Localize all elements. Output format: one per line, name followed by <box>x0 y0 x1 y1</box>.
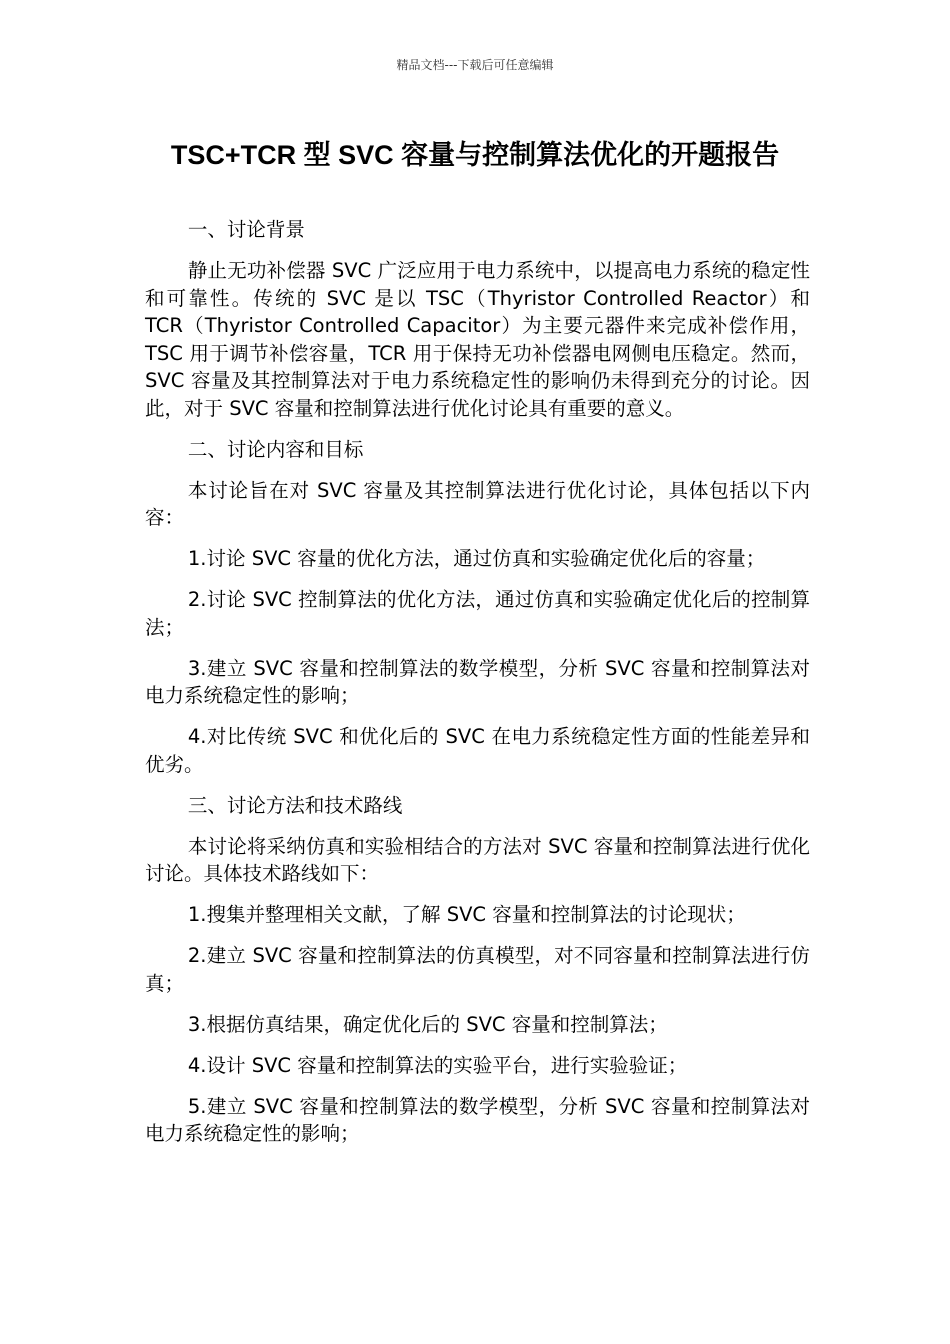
section-heading: 二、讨论内容和目标 <box>187 437 364 461</box>
paragraph: 静止无功补偿器 SVC 广泛应用于电力系统中，以提高电力系统的稳定性和可靠性。传统的 SVC 是以 TSC（Thyristor Controlled Reactor）和 TCR（Thyristor Controlled Capacitor）为主要元器件来完成补偿作用，TSC 用于调节补偿容量，TCR 用于保持无功补偿器电网侧电压稳定。然而，SVC 容量及其控制算法对于电力系统稳定性的影响仍未得到充分的讨论。因此，对于 SVC 容量和控制算法进行优化讨论具有重要的意义。 <box>145 259 810 420</box>
list-item: 3.建立 SVC 容量和控制算法的数学模型，分析 SVC 容量和控制算法对电力系统稳定性的影响； <box>145 656 810 707</box>
section-heading: 三、讨论方法和技术路线 <box>187 793 403 817</box>
paragraph: 本讨论将采纳仿真和实验相结合的方法对 SVC 容量和控制算法进行优化讨论。具体技术路线如下： <box>145 834 810 885</box>
section-content-goals <box>145 436 810 779</box>
section-methods <box>145 792 810 1148</box>
list-item: 5.建立 SVC 容量和控制算法的数学模型，分析 SVC 容量和控制算法对电力系统稳定性的影响； <box>145 1094 810 1145</box>
page-header: 精品文档---下载后可任意编辑 <box>396 58 554 72</box>
paragraph: 本讨论旨在对 SVC 容量及其控制算法进行优化讨论，具体包括以下内容： <box>145 478 810 529</box>
list-item: 2.讨论 SVC 控制算法的优化方法，通过仿真和实验确定优化后的控制算法； <box>145 588 810 639</box>
list-item: 4.设计 SVC 容量和控制算法的实验平台，进行实验验证； <box>187 1053 688 1077</box>
section-heading: 一、讨论背景 <box>187 218 305 241</box>
list-item: 2.建立 SVC 容量和控制算法的仿真模型，对不同容量和控制算法进行仿真； <box>145 944 810 995</box>
list-item: 3.根据仿真结果，确定优化后的 SVC 容量和控制算法； <box>187 1012 668 1036</box>
document-title: TSC+TCR 型 SVC 容量与控制算法优化的开题报告 <box>170 140 780 170</box>
section-background <box>145 216 810 422</box>
document-body <box>145 216 810 1161</box>
list-item: 4.对比传统 SVC 和优化后的 SVC 在电力系统稳定性方面的性能差异和优劣。 <box>145 725 810 776</box>
list-item: 1.搜集并整理相关文献，了解 SVC 容量和控制算法的讨论现状； <box>187 903 746 926</box>
list-item: 1.讨论 SVC 容量的优化方法，通过仿真和实验确定优化后的容量； <box>187 547 766 570</box>
